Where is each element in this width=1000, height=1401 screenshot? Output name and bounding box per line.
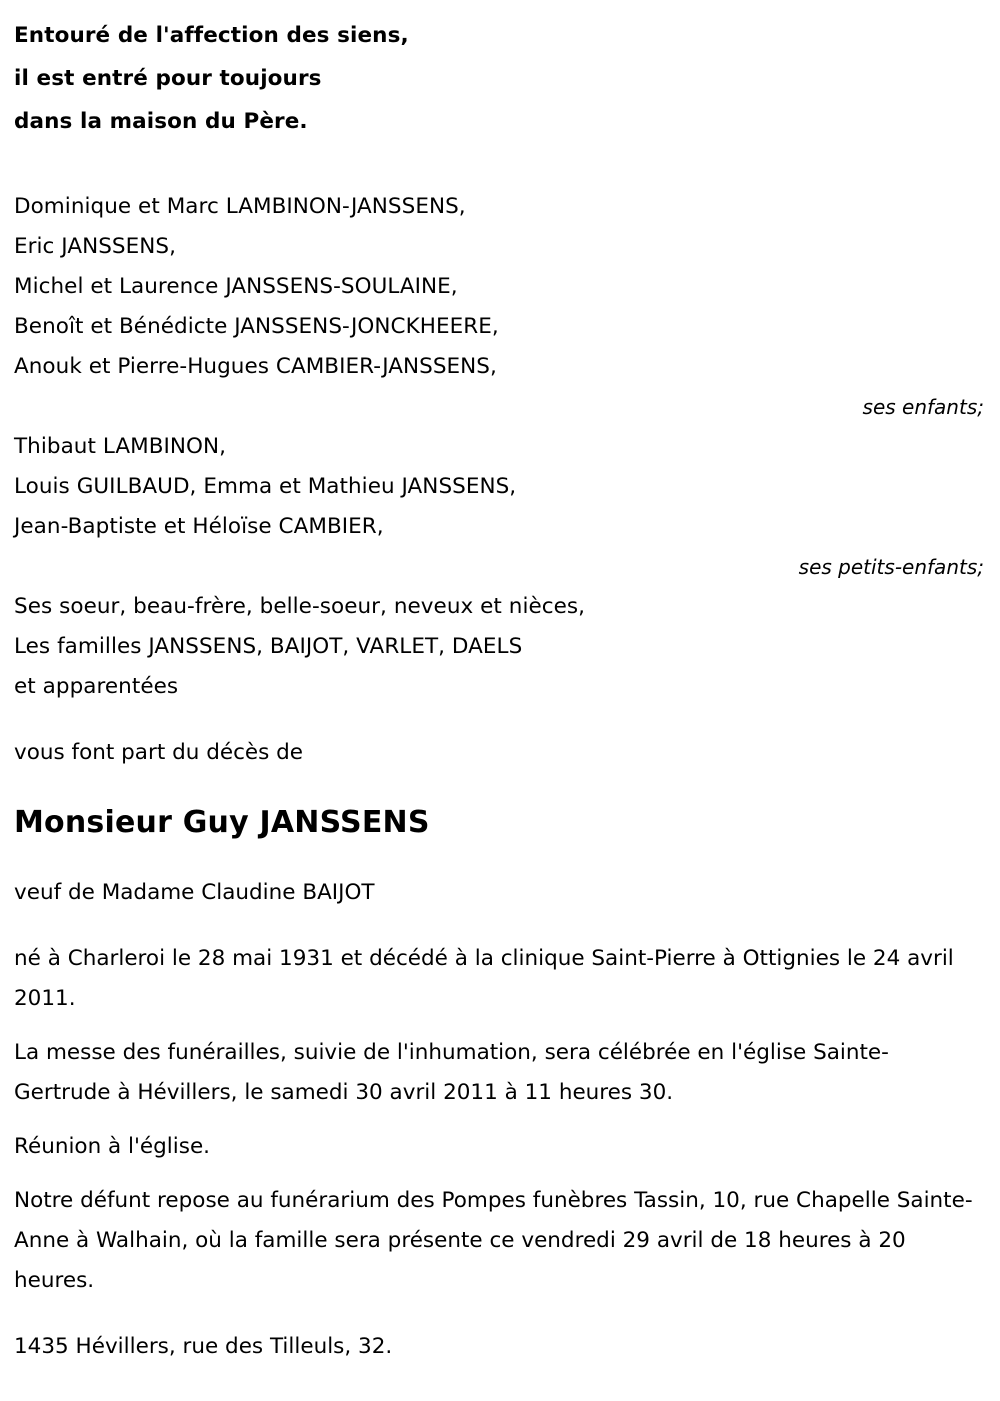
spacer-after-intro (14, 143, 986, 187)
children-line-5: Anouk et Pierre-Hugues CAMBIER-JANSSENS, (14, 354, 497, 379)
paragraph-funeral-mass: La messe des funérailles, suivie de l'inhumation, sera célébrée en l'église Sainte-Gertrude à Hévillers, le samedi 30 avril 2011 à 11 heures 30. (14, 1040, 889, 1105)
grandchildren-line-3: Jean-Baptiste et Héloïse CAMBIER, (14, 514, 384, 539)
children-line-4: Benoît et Bénédicte JANSSENS-JONCKHEERE, (14, 314, 499, 339)
intro-line-3: dans la maison du Père. (14, 109, 308, 134)
spacer-before-paragraphs (14, 913, 986, 939)
children-line-1: Dominique et Marc LAMBINON-JANSSENS, (14, 194, 466, 219)
family-block (14, 587, 986, 707)
paragraph-birth-death: né à Charleroi le 28 mai 1931 et décédé à la clinique Saint-Pierre à Ottignies le 24 avril 2011. (14, 946, 954, 1011)
family-line-3: et apparentées (14, 674, 179, 699)
intro-block (14, 14, 986, 143)
children-line-2: Eric JANSSENS, (14, 234, 176, 259)
paragraph-church-gathering: Réunion à l'église. (14, 1134, 211, 1159)
grandchildren-line-2: Louis GUILBAUD, Emma et Mathieu JANSSENS, (14, 474, 517, 499)
widow-of-line: veuf de Madame Claudine BAIJOT (14, 880, 375, 905)
paragraph-funeral-home: Notre défunt repose au funérarium des Pompes funèbres Tassin, 10, rue Chapelle Sainte-Anne à Walhain, où la famille sera présente ce vendredi 29 avril de 18 heures à 20 heures. (14, 1188, 973, 1293)
family-line-1: Ses soeur, beau-frère, belle-soeur, neveux et nièces, (14, 594, 586, 619)
spacer-before-name (14, 773, 986, 799)
grandchildren-block (14, 427, 986, 587)
spacer-before-announce (14, 707, 986, 733)
intro-line-2: il est entré pour toujours (14, 66, 322, 91)
deceased-name: Monsieur Guy JANSSENS (14, 805, 430, 840)
children-qualifier: ses enfants; (862, 395, 984, 419)
spacer-before-widow (14, 847, 986, 873)
family-address: 1435 Hévillers, rue des Tilleuls, 32. (14, 1334, 393, 1359)
intro-line-1: Entouré de l'affection des siens, (14, 23, 409, 48)
family-line-2: Les familles JANSSENS, BAIJOT, VARLET, DAELS (14, 634, 523, 659)
children-block (14, 187, 986, 427)
children-line-3: Michel et Laurence JANSSENS-SOULAINE, (14, 274, 458, 299)
announcement-lead: vous font part du décès de (14, 740, 304, 765)
spacer-before-address (14, 1301, 986, 1327)
grandchildren-qualifier: ses petits-enfants; (798, 555, 984, 579)
grandchildren-line-1: Thibaut LAMBINON, (14, 434, 227, 459)
